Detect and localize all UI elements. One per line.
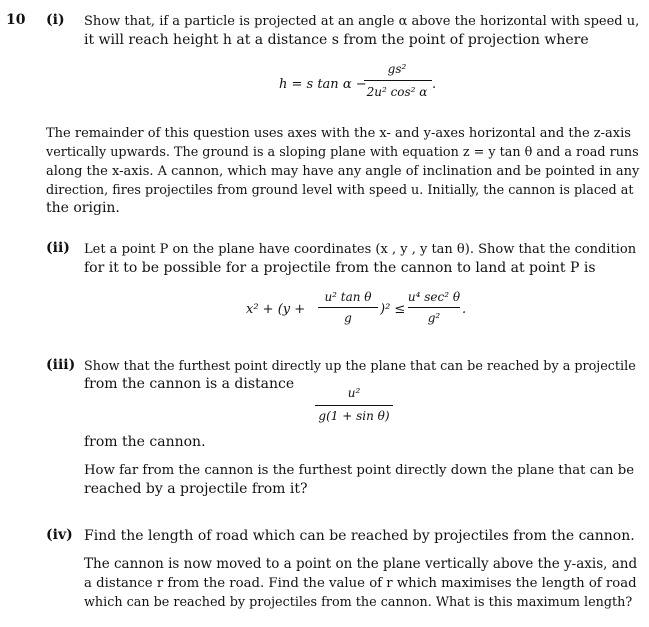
part-i-equation-lhs: h = s tan α − [279,77,367,92]
part-i-label: (i) [46,12,65,28]
part-iii-fraction-denominator: g(1 + sin θ) [318,409,390,423]
intro-line-5: the origin. [46,200,120,216]
part-i-line-1: Show that, if a particle is projected at an angle α above the horizontal with speed u, [84,14,640,29]
part-iii-line-2: from the cannon is a distance [84,376,295,392]
intro-line-3: along the x-axis. A cannon, which may have any angle of inclination and be pointed in any [46,164,640,179]
part-i-equation-period: . [432,77,437,92]
part-iv-line-1: Find the length of road which can be reached by projectiles from the cannon. [84,528,635,544]
part-ii-label: (ii) [46,240,70,256]
part-iii-line-4: How far from the cannon is the furthest point directly down the plane that can be [84,463,635,478]
part-iii-fraction-bar [315,405,393,406]
part-iii-fraction-numerator: u² [347,386,361,400]
part-ii-equation-period: . [462,302,467,317]
part-iii-label: (iii) [46,357,76,373]
part-iii-line-1: Show that the furthest point directly up the plane that can be reached by a projectile [84,359,636,374]
part-i-fraction-bar [364,80,432,81]
part-iv-line-2: The cannon is now moved to a point on the plane vertically above the y-axis, and [84,556,638,572]
intro-line-2: vertically upwards. The ground is a sloping plane with equation z = y tan θ and a road runs [46,145,639,160]
part-ii-equation-part-a: x² + (y + [246,302,306,317]
part-iii-line-5: reached by a projectile from it? [84,481,308,497]
part-iv-line-4: which can be reached by projectiles from the cannon. What is this maximum length? [84,595,633,610]
question-number: 10 [6,12,26,28]
part-ii-fraction-1-bar [318,307,378,308]
intro-line-1: The remainder of this question uses axes with the x- and y-axes horizontal and the z-axis [46,126,631,141]
part-ii-fraction-1-denominator: g [344,311,352,325]
part-i-fraction-numerator: gs² [387,62,407,76]
part-i-line-2: it will reach height h at a distance s from the point of projection where [84,32,589,48]
part-ii-fraction-2-denominator: g² [427,311,441,325]
part-ii-fraction-2-numerator: u⁴ sec² θ [407,290,461,304]
part-ii-line-2: for it to be possible for a projectile from the cannon to land at point P is [84,260,596,276]
part-i-fraction-denominator: 2u² cos² α [366,85,428,99]
part-iv-label: (iv) [46,527,73,543]
part-iii-line-3: from the cannon. [84,434,206,450]
part-iv-line-3: a distance r from the road. Find the value of r which maximises the length of road [84,576,637,591]
part-ii-line-1: Let a point P on the plane have coordinates (x , y , y tan θ). Show that the condition [84,242,637,257]
part-ii-equation-part-b: )² ≤ [380,302,406,317]
part-ii-fraction-1-numerator: u² tan θ [324,290,372,304]
part-ii-fraction-2-bar [408,307,460,308]
intro-line-4: direction, fires projectiles from ground level with speed u. Initially, the cannon is placed at [46,183,634,198]
